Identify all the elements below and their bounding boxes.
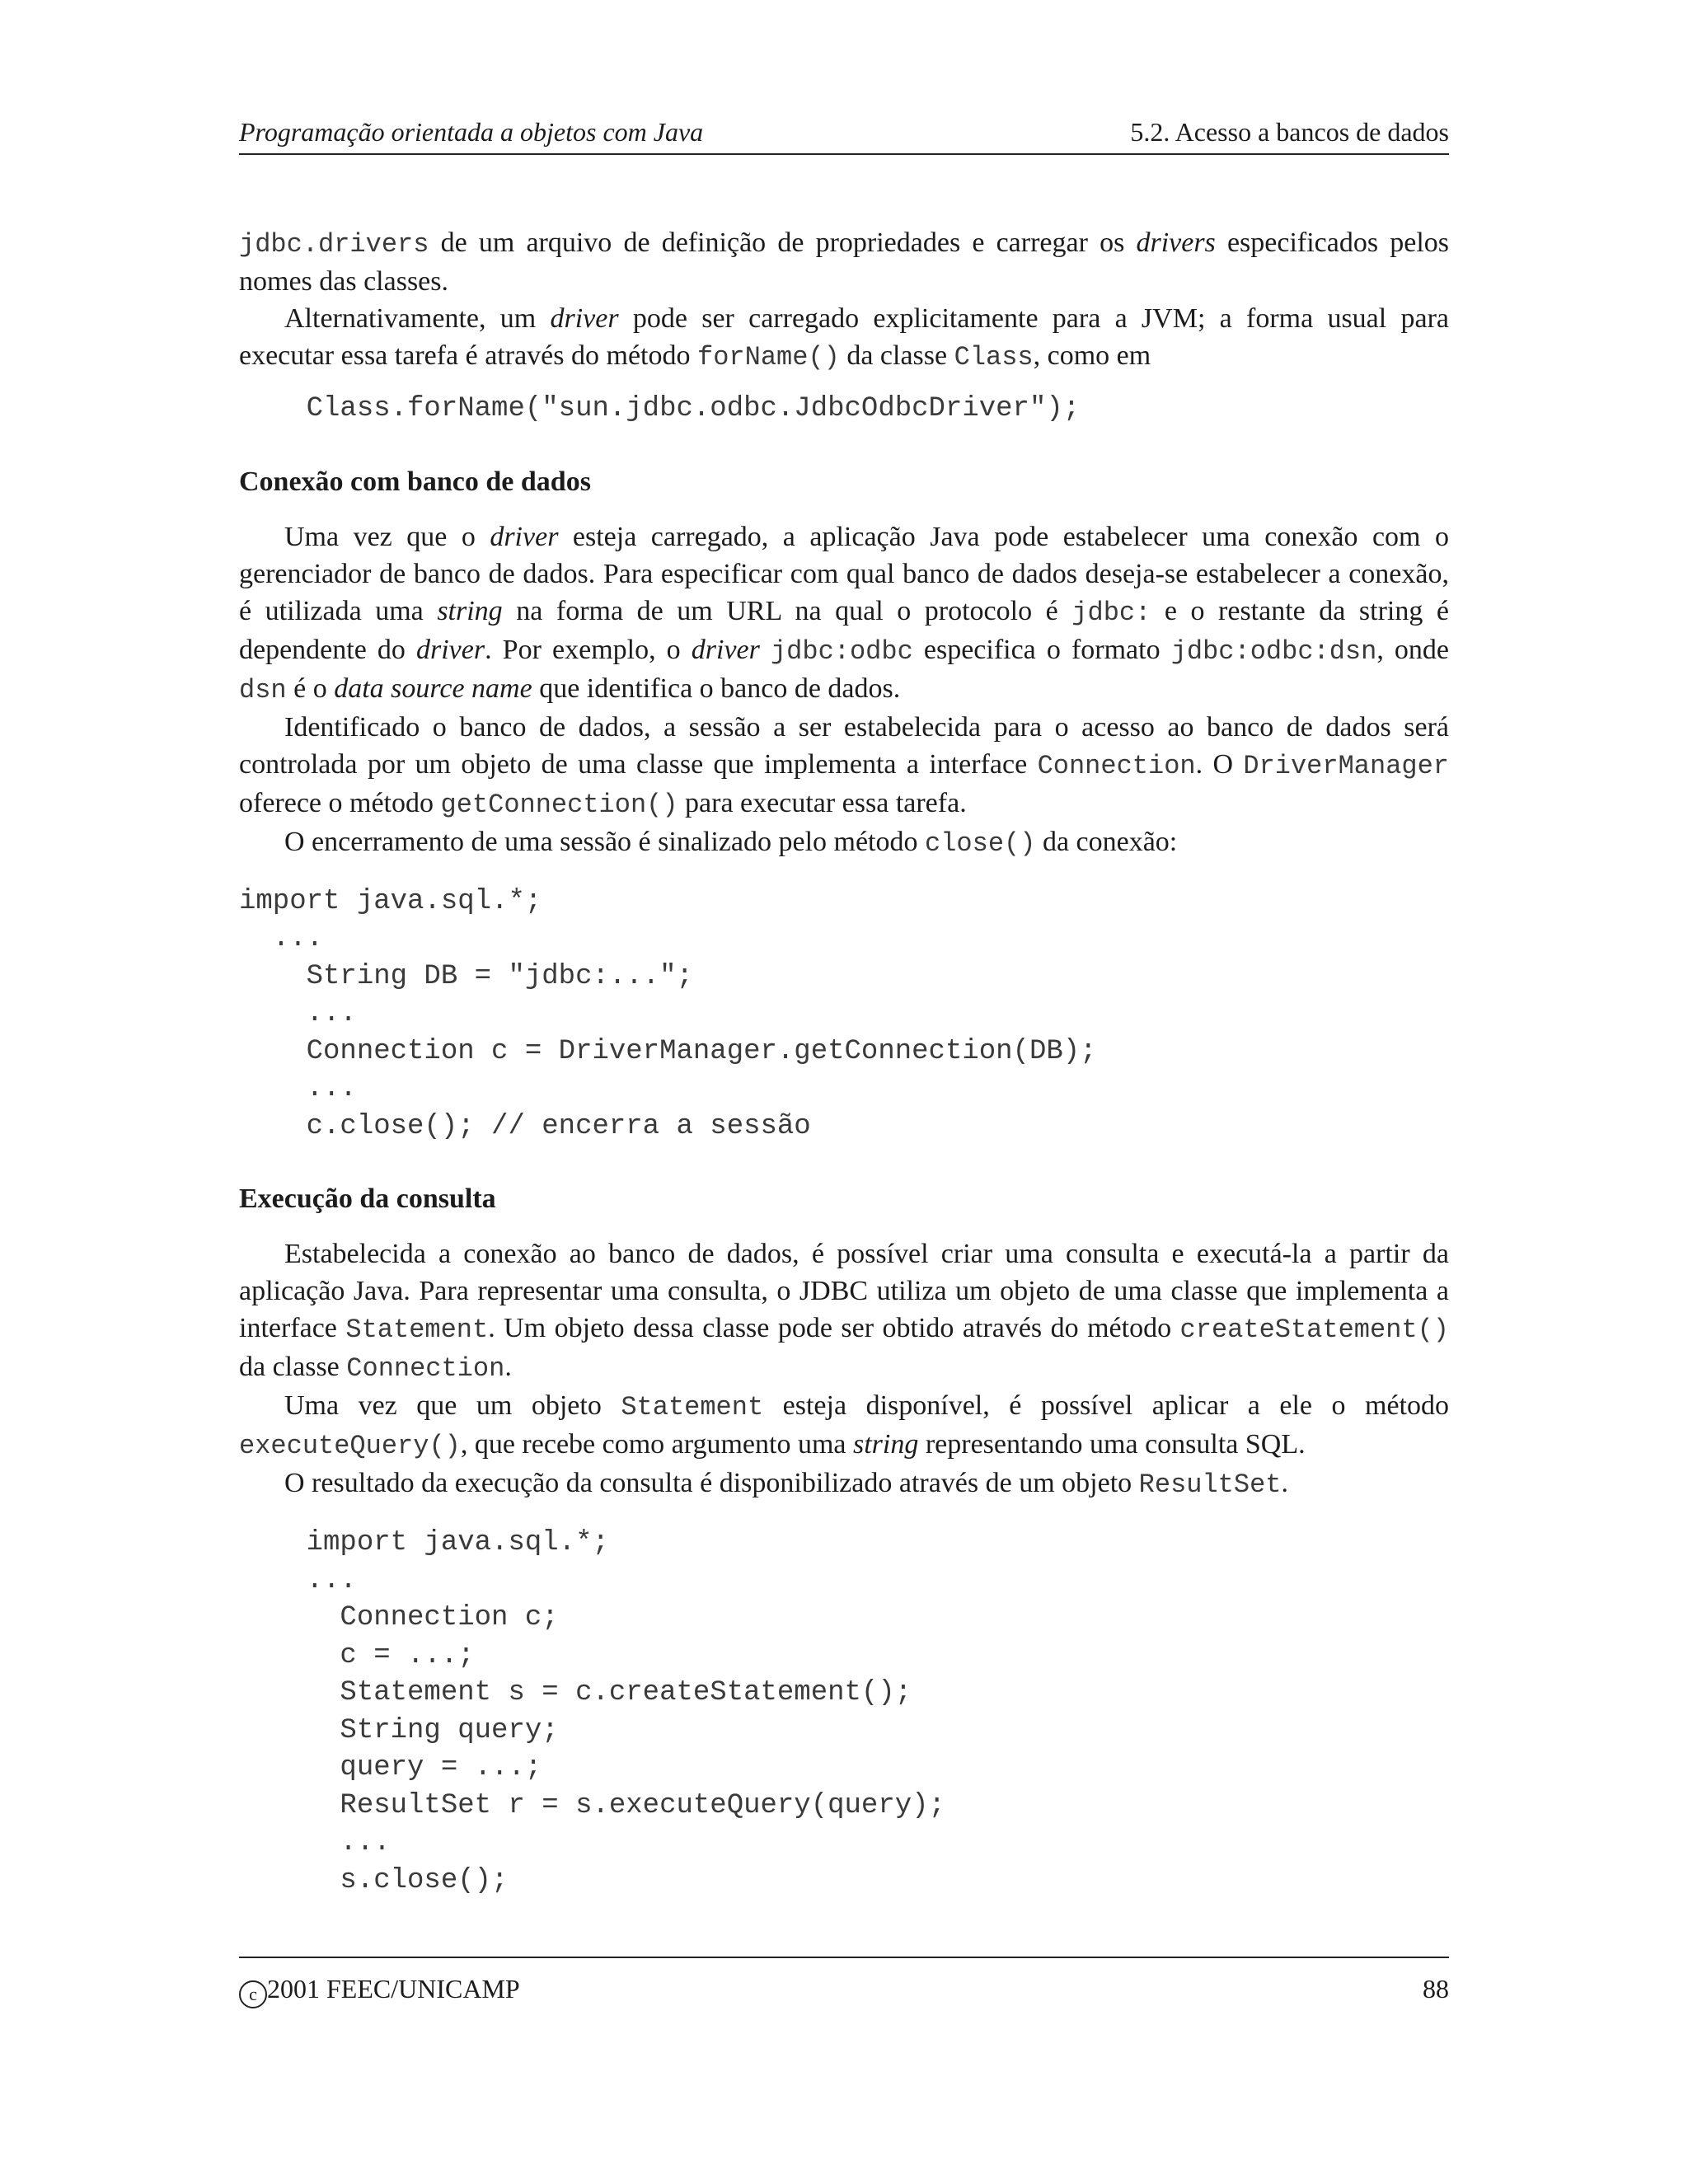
- page-number: 88: [1423, 1974, 1449, 2004]
- inline-code: Class: [954, 342, 1034, 373]
- header-section-title: 5.2. Acesso a bancos de dados: [1130, 117, 1449, 147]
- inline-code: close(): [925, 827, 1036, 859]
- inline-code: jdbc.drivers: [239, 229, 429, 260]
- inline-code: jdbc:: [1071, 597, 1151, 628]
- code-block-forname: Class.forName("sun.jdbc.odbc.JdbcOdbcDriver");: [239, 393, 1081, 424]
- section-heading-connection: Conexão com banco de dados: [239, 466, 591, 497]
- inline-code: createStatement(): [1179, 1315, 1449, 1345]
- code-block-query: import java.sql.*; ... Connection c; c = ...; Statement s = c.createStatement(); String query; query = ...; ResultSet r = s.executeQuery(query); ... s.close();: [306, 1527, 945, 1896]
- header-book-title: Programação orientada a objetos com Java: [239, 117, 704, 147]
- paragraph-create-statement: Estabelecida a conexão ao banco de dados, é possível criar uma consulta e executá-la a partir da aplicação Java. Para representar uma consulta, o JDBC utiliza um objeto de uma classe que implementa a interface Statement. Um objeto dessa classe pode ser obtido através do método createStatement() da classe Connection.: [239, 1239, 1449, 1384]
- code-block-connection: import java.sql.*; ... String DB = "jdbc:..."; ... Connection c = DriverManager.getConnection(DB); ... c.close(); // encerra a sessão: [239, 885, 1097, 1142]
- inline-code: getConnection(): [440, 789, 678, 820]
- paragraph-resultset: O resultado da execução da consulta é disponibilizado através de um objeto ResultSet.: [284, 1468, 1288, 1500]
- running-header: [239, 115, 1449, 155]
- page: [239, 115, 1449, 155]
- copyright-icon: c: [239, 1980, 267, 2008]
- paragraph-execute-query: Uma vez que um objeto Statement esteja disponível, é possível aplicar a ele o método executeQuery(), que recebe como argumento uma string representando uma consulta SQL.: [239, 1390, 1449, 1461]
- page-footer: [239, 1957, 1449, 2008]
- inline-code: DriverManager: [1243, 750, 1449, 781]
- inline-code: forName(): [697, 342, 840, 373]
- paragraph-session: Identificado o banco de dados, a sessão a ser estabelecida para o acesso ao banco de dados será controlada por um objeto de uma classe que implementa a interface Connection. O DriverManager oferece o método getConnection() para executar essa tarefa.: [239, 711, 1449, 820]
- paragraph-explicit-loading: Alternativamente, um driver pode ser carregado explicitamente para a JVM; a forma usual para executar essa tarefa é através do método forName() da classe Class, como em: [239, 303, 1449, 373]
- page-body: [239, 224, 1449, 1900]
- inline-code: Connection: [346, 1353, 505, 1384]
- inline-code: jdbc:odbc: [770, 635, 913, 667]
- section-heading-query: Execução da consulta: [239, 1183, 496, 1214]
- footer-copyright: c 2001 FEEC/UNICAMP: [239, 1973, 520, 2008]
- paragraph-drivers: jdbc.drivers de um arquivo de definição de propriedades e carregar os drivers especificados pelos nomes das classes.: [239, 227, 1450, 297]
- inline-code: jdbc:odbc:dsn: [1170, 635, 1377, 667]
- inline-code: dsn: [239, 674, 287, 705]
- inline-code: Statement: [345, 1315, 489, 1345]
- paragraph-connection-url: Uma vez que o driver esteja carregado, a aplicação Java pode estabelecer uma conexão com o gerenciador de banco de dados. Para especificar com qual banco de dados deseja-se estabelecer a conexão, é utilizada uma string na forma de um URL na qual o protocolo é jdbc: e o restante da string é dependente do driver. Por exemplo, o driver jdbc:odbc especifica o formato jdbc:odbc:dsn, onde dsn é o data source name que identifica o banco de dados.: [239, 521, 1450, 705]
- inline-code: Statement: [621, 1392, 764, 1422]
- inline-code: executeQuery(): [239, 1431, 461, 1461]
- inline-code: ResultSet: [1138, 1469, 1282, 1500]
- paragraph-close-session: O encerramento de uma sessão é sinalizado pelo método close() da conexão:: [284, 826, 1178, 859]
- inline-code: Connection: [1037, 750, 1196, 781]
